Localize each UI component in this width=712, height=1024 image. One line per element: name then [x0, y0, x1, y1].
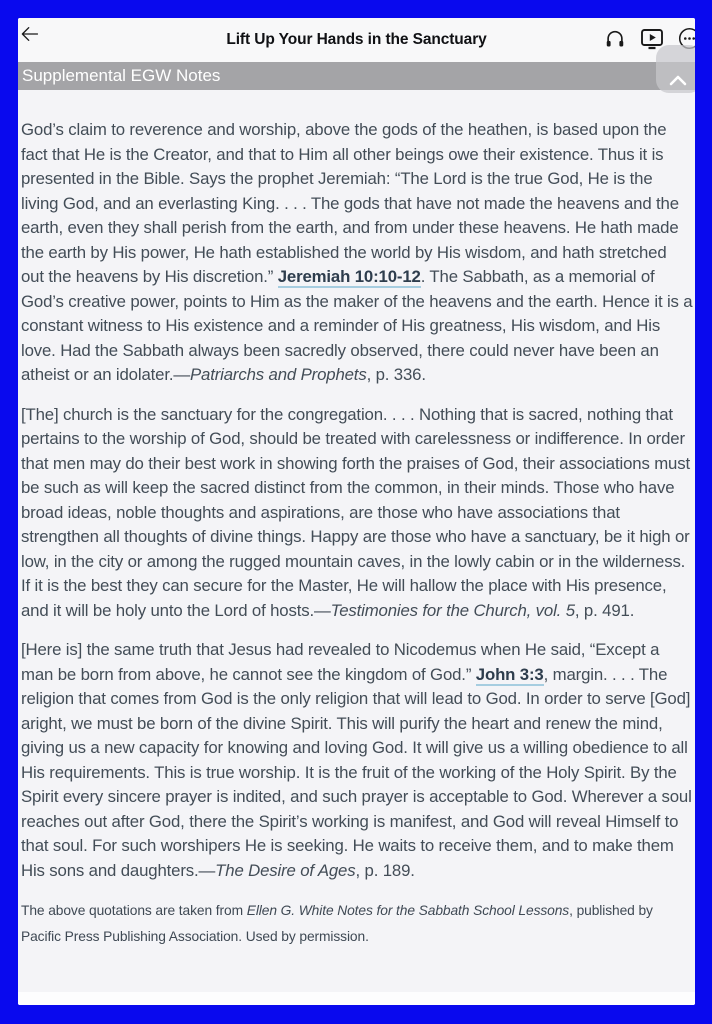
text-segment: , published by Pacific Press Publishing Association. Used by permission. [21, 903, 653, 944]
attribution-note [21, 898, 693, 950]
text-segment: Ellen G. White Notes for the Sabbath School Lessons [246, 903, 570, 918]
text-segment: Testimonies for the Church, vol. 5 [330, 600, 575, 620]
text-segment: [Here is] the same truth that Jesus had revealed to Nicodemus when He said, “Except a man be born from above, he cannot see the kingdom of God.” [21, 640, 660, 684]
text-segment: , p. 189. [355, 860, 415, 880]
page-title: Lift Up Your Hands in the Sanctuary [226, 31, 487, 48]
quote-paragraph [21, 118, 693, 388]
section-header[interactable] [18, 62, 695, 90]
back-button[interactable] [18, 26, 41, 42]
text-segment: , p. 491. [574, 600, 635, 620]
app-window [18, 18, 695, 1005]
text-segment: God’s claim to reverence and worship, above the gods of the heathen, is based upon the fact that He is the Creator, and that to Him all other beings owe their existence. Thus it is presented in the Bible. Says the prophet Jeremiah: “The Lord is the true God, He is the living God, and an everlasting King. . . . The gods that have not made the heavens and the earth, even they shall perish from the earth, and from under these heavens. He hath made the earth by His power, He hath established the world by His wisdom, and hath stretched out the heavens by His discretion.” [21, 120, 679, 286]
audio-button[interactable] [604, 28, 626, 50]
content-paragraphs [21, 118, 693, 883]
text-segment: [The] church is the sanctuary for the congregation. . . . Nothing that is sacred, nothing that pertains to the worship of God, should be treated with carelessness or indifference. In order that men may do their best work in showing forth the praises of God, their associations must be such as will keep the sacred distinct from the common, in their minds. Those who have broad ideas, noble thoughts and aspirations, are those who have associations that strengthen all thoughts of divine things. Happy are those who have a sanctuary, be it high or low, in the city or among the rugged mountain caves, in the lowly cabin or in the wilderness. If it is the best they can secure for the Master, He will hallow the place with His presence, and it will be holy unto the Lord of hosts.— [21, 404, 690, 620]
back-arrow-icon [20, 26, 39, 42]
top-bar [18, 18, 695, 62]
verse-link[interactable]: Jeremiah 10:10-12 [277, 267, 421, 286]
text-segment: . The Sabbath, as a memorial of God’s creative power, points to Him as the maker of the heavens and the earth. Hence it is a constant witness to His existence and a reminder of His greatness, His wisdom, and His love. Had the Sabbath always been sacredly observed, there could never have been an atheist or an idolater.— [21, 267, 693, 384]
quote-paragraph [21, 638, 693, 883]
text-segment: , margin. . . . The religion that comes from God is the only religion that will lead to God. In order to serve [God] aright, we must be born of the divine Spirit. This will purify the heart and renew the mind, giving us a new capacity for knowing and loving God. It will give us a willing obedience to all His requirements. This is true worship. It is the fruit of the working of the Holy Spirit. By the Spirit every sincere prayer is indited, and such prayer is acceptable to God. Wherever a soul reaches out after God, there the Spirit’s working is manifest, and God will reveal Himself to that soul. For such worshipers He is seeking. He waits to receive them, and to make them His sons and daughters.— [21, 664, 692, 880]
section-header-label: Supplemental EGW Notes [22, 66, 221, 85]
verse-link[interactable]: John 3:3 [475, 664, 544, 684]
quote-paragraph [21, 403, 693, 624]
bottom-inset [18, 992, 695, 1005]
text-segment: , p. 336. [366, 365, 426, 384]
content-area [18, 90, 695, 950]
text-segment: The Desire of Ages [215, 860, 356, 880]
headphones-icon [604, 28, 626, 50]
scroll-indicator[interactable] [656, 45, 695, 93]
text-segment: Patriarchs and Prophets [189, 365, 367, 384]
chevron-up-icon [666, 73, 690, 87]
text-segment: The above quotations are taken from [21, 903, 247, 918]
